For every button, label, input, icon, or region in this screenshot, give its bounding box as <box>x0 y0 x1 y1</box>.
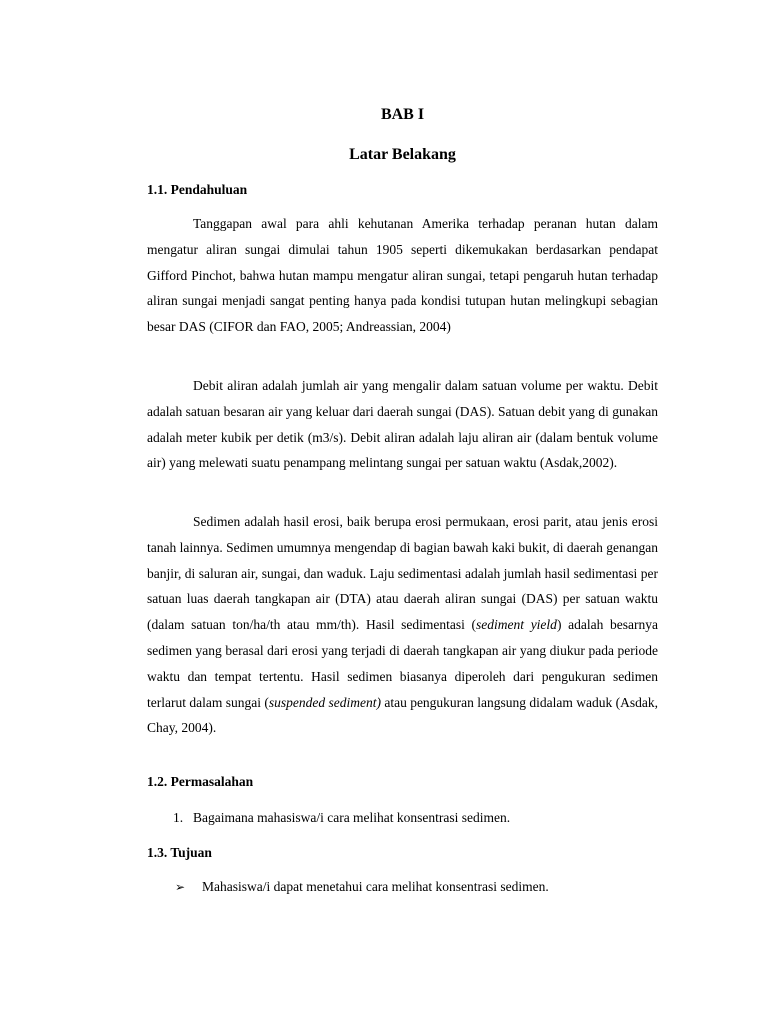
paragraph-forest-history: Tanggapan awal para ahli kehutanan Amerika terhadap peranan hutan dalam mengatur aliran sungai dimulai tahun 1905 seperti dikemukakan berdasarkan pendapat Gifford Pinchot, bahwa hutan mampu mengatur aliran sungai, tetapi pengaruh hutan terhadap aliran sungai menjadi sangat penting hanya pada kondisi tutupan hutan melingkupi sebagian besar DAS (CIFOR dan FAO, 2005; Andreassian, 2004) <box>147 216 658 335</box>
sediment-text-part1: Sedimen adalah hasil erosi, baik berupa erosi permukaan, erosi parit, atau jenis erosi tanah lainnya. Sedimen umumnya mengendap di bagian bawah kaki bukit, di daerah genangan banjir, di saluran air, sungai, dan waduk. Laju sedimentasi adalah jumlah hasil sedimentasi per satuan luas daerah tangkapan air (DTA) atau daerah aliran sungai (DAS) per satuan waktu (dalam satuan ton/ha/th atau mm/th). Hasil sedimentasi ( <box>147 514 658 633</box>
section-heading-introduction: 1.1. Pendahuluan <box>147 182 248 197</box>
suspended-sediment-term: suspended sediment) <box>268 694 381 710</box>
goal-list-item <box>175 877 549 897</box>
arrowhead-bullet-icon: ➢ <box>175 880 186 894</box>
paragraph-sediment <box>147 509 658 741</box>
list-item-number: 1. <box>173 810 184 825</box>
sediment-text-part2: ) adalah besarnya sedimen yang berasal dari erosi yang terjadi di daerah tangkapan air yang diukur pada periode waktu dan tempat tertentu. Hasil sedimen biasanya diperoleh dari pengukuran sedimen terlarut dalam sungai ( <box>147 617 658 710</box>
goal-item-text: Mahasiswa/i dapat menetahui cara melihat konsentrasi sedimen. <box>202 879 549 894</box>
problem-list-item <box>173 808 510 828</box>
paragraph-discharge: Debit aliran adalah jumlah air yang mengalir dalam satuan volume per waktu. Debit adalah satuan besaran air yang keluar dari daerah sungai (DAS). Satuan debit yang di gunakan adalah meter kubik per detik (m3/s). Debit aliran adalah laju aliran air (dalam bentuk volume air) yang melewati suatu penampang melintang sungai per satuan waktu (Asdak,2002). <box>147 378 658 471</box>
sediment-yield-term: sediment yield <box>476 617 557 633</box>
section-heading-goal: 1.3. Tujuan <box>147 845 212 860</box>
chapter-heading: BAB I <box>380 106 425 123</box>
sediment-text-part3: atau pengukuran langsung didalam waduk (Asdak, Chay, 2004). <box>147 694 659 736</box>
chapter-title: Latar Belakang <box>349 146 456 163</box>
section-heading-problem: 1.2. Permasalahan <box>147 774 254 789</box>
list-item-text: Bagaimana mahasiswa/i cara melihat konsentrasi sedimen. <box>193 810 511 825</box>
